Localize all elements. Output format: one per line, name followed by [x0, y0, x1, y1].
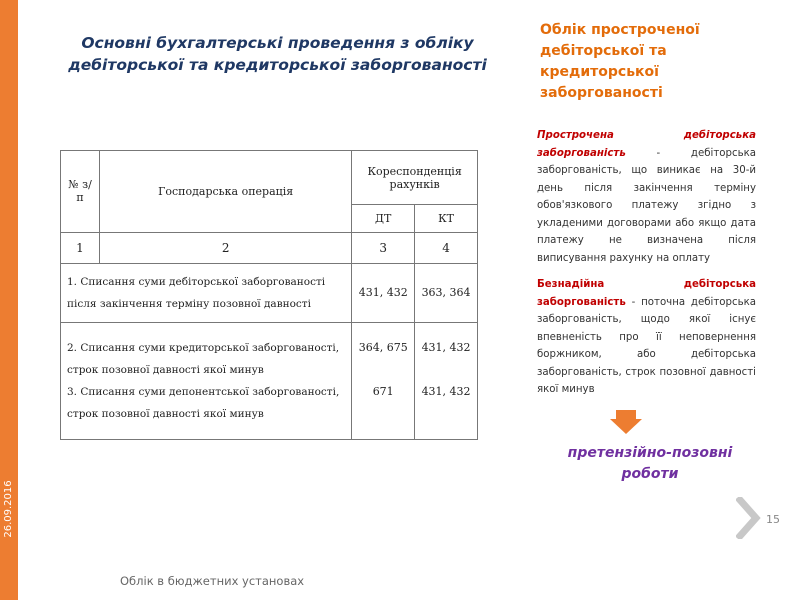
definition-overdue [537, 127, 756, 267]
table-row-2-credit: 431, 432 [421, 340, 471, 354]
slide-date: 26.09.2016 [3, 480, 14, 538]
table-row-2-3-debit [352, 322, 415, 439]
header-credit: КТ [415, 205, 478, 232]
page-number: 15 [766, 513, 780, 526]
claims-label: претензійно-позовні роботи [567, 445, 733, 482]
side-accent-bar [0, 0, 18, 600]
table-row-2-debit: 364, 675 [358, 340, 408, 354]
header-debit: ДТ [352, 205, 415, 232]
table-row-3-debit: 671 [372, 384, 394, 398]
down-arrow-icon [610, 410, 642, 434]
table-row-1-operation: 1. Списання суми дебіторської заборгованості після закінчення терміну позовної давності [61, 264, 352, 323]
column-number-1: 1 [61, 232, 100, 263]
table-row-1-debit: 431, 432 [352, 264, 415, 323]
table-row-3-credit: 431, 432 [421, 384, 471, 398]
header-number: № з/п [61, 151, 100, 233]
chevron-right-icon[interactable] [736, 497, 762, 539]
table-row-2-3-operations [61, 322, 352, 439]
column-number-2: 2 [100, 232, 352, 263]
definition-overdue-term: Прострочена дебіторська заборгованість [537, 130, 756, 159]
footer-text: Облік в бюджетних установах [120, 574, 305, 588]
header-correspondence: Кореспонденція рахунків [352, 151, 478, 205]
definition-bad-debt [537, 276, 756, 399]
table-row-1-credit: 363, 364 [415, 264, 478, 323]
definition-bad-debt-term: Безнадійна дебіторська заборгованість [537, 279, 756, 308]
table-row-2-3-credit [415, 322, 478, 439]
column-number-3: 3 [352, 232, 415, 263]
column-number-4: 4 [415, 232, 478, 263]
definition-overdue-text: - дебіторська заборгованість, що виникає на 30-й день після закінчення терміну обов'язкового платежу згідно з укладеними договорами або якщо дата платежу не визначена після виписування рахунку на оплату [537, 147, 756, 264]
side-title: Облік простроченої дебіторської та кредиторської заборгованості [540, 22, 700, 101]
table-row-3-operation: 3. Списання суми депонентської заборгованості, строк позовної давності якої минув [67, 385, 340, 420]
main-title: Основні бухгалтерські проведення з обліку дебіторської та кредиторської заборгованості [68, 34, 487, 74]
table-row-2-operation: 2. Списання суми кредиторської заборгованості, строк позовної давності якої минув [67, 341, 340, 376]
postings-table [60, 150, 478, 440]
definition-bad-debt-text: - поточна дебіторська заборгованість, щодо якої існує впевненість про її неповернення боржником, або дебіторська заборгованість, строк позовної давності якої минув [537, 296, 756, 395]
header-operation: Господарська операція [100, 151, 352, 233]
